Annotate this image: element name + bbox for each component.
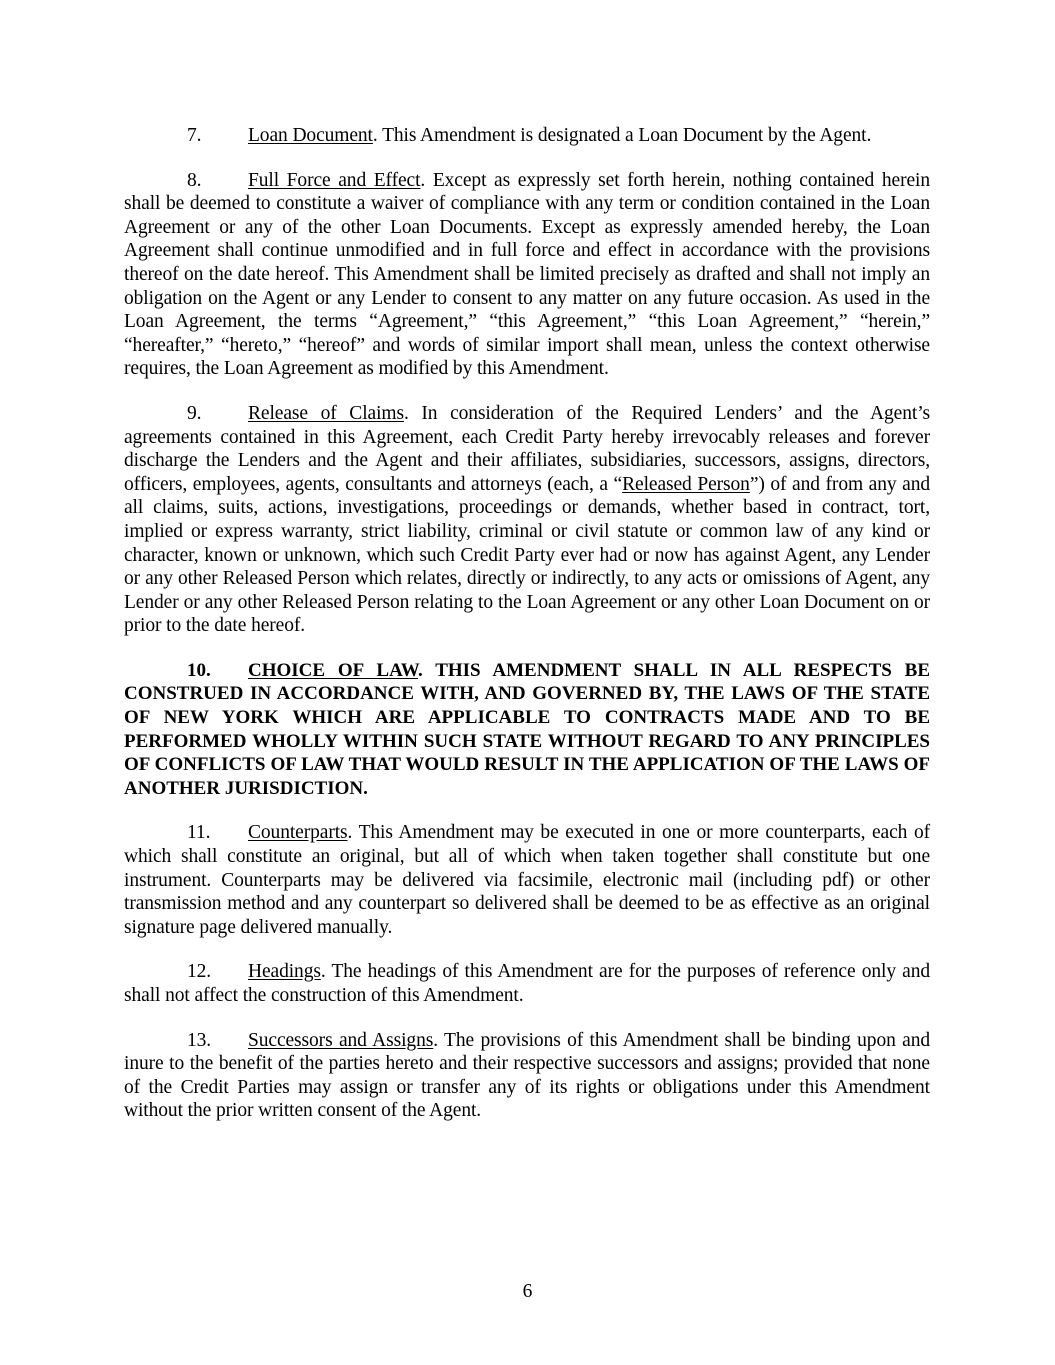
- section-13-successors-and-assigns: [124, 1029, 930, 1123]
- document-page: [124, 124, 930, 1144]
- section-heading: Loan Document: [248, 125, 373, 146]
- page-number: 6: [522, 1281, 533, 1302]
- section-heading: Release of Claims: [248, 402, 404, 424]
- section-body: . The provisions of this Amendment shall be binding upon and inure to the benefit of the parties hereto and their respective successors and assigns; provided that none of the Credit Parties may assign or transfer any of its rights or obligations under this Amendment without the prior written consent of the Agent.: [124, 1029, 931, 1122]
- section-body: . This Amendment is designated a Loan Document by the Agent.: [372, 125, 872, 146]
- section-body: . Except as expressly set forth herein, nothing contained herein shall be deemed to constitute a waiver of compliance with any term or condition contained in the Loan Agreement or any of the other Loan Documents. Except as expressly amended hereby, the Loan Agreement shall continue unmodified and in full force and effect in accordance with the provisions thereof on the date hereof. This Amendment shall be limited precisely as drafted and shall not imply an obligation on the Agent or any Lender to consent to any matter on any future occasion. As used in the Loan Agreement, the terms “Agreement,” “this Agreement,” “this Loan Agreement,” “herein,” “hereafter,” “hereto,” “hereof” and words of similar import shall mean, unless the context otherwise requires, the Loan Agreement as modified by this Amendment.: [124, 169, 930, 380]
- section-heading: Headings: [248, 961, 321, 983]
- section-body: . This Amendment may be executed in one or more counterparts, each of which shall constitute an original, but all of which when taken together shall constitute but one instrument. Counterparts may be delivered via facsimile, electronic mail (including pdf) or other transmission method and any counterpart so delivered shall be deemed to be as effective as an original signature page delivered manually.: [124, 822, 930, 938]
- section-number: 13.: [187, 1029, 212, 1051]
- section-number: 9.: [187, 402, 202, 424]
- section-body: . The headings of this Amendment are for the purposes of reference only and shall not affect the construction of this Amendment.: [124, 961, 930, 1006]
- section-heading: Counterparts: [248, 822, 348, 844]
- section-number: 12.: [187, 961, 212, 983]
- section-11-counterparts: [124, 821, 930, 939]
- section-number: 8.: [187, 169, 202, 191]
- section-heading: CHOICE OF LAW: [248, 659, 418, 681]
- section-number: 7.: [187, 125, 202, 146]
- defined-term: Released Person: [622, 473, 750, 495]
- section-number: 10.: [187, 659, 211, 681]
- section-9-release-of-claims: [124, 402, 930, 638]
- section-10-choice-of-law: [124, 659, 930, 801]
- section-12-headings: [124, 960, 930, 1007]
- section-heading: Full Force and Effect: [248, 169, 421, 191]
- section-body: . In consideration of the Required Lenders’ and the Agent’s agreements contained in this Agreement, each Credit Party hereby irrevocably releases and forever discharge the Lenders and the Agent and their affiliates, subsidiaries, successors, assigns, directors, officers, employees, agents, consultants and attorneys (each, a “: [124, 402, 930, 495]
- section-body: . THIS AMENDMENT SHALL IN ALL RESPECTS BE CONSTRUED IN ACCORDANCE WITH, AND GOVERNED BY, THE LAWS OF THE STATE OF NEW YORK WHICH ARE APPLICABLE TO CONTRACTS MADE AND TO BE PERFORMED WHOLLY WITHIN SUCH STATE WITHOUT REGARD TO ANY PRINCIPLES OF CONFLICTS OF LAW THAT WOULD RESULT IN THE APPLICATION OF THE LAWS OF ANOTHER JURISDICTION.: [124, 659, 930, 799]
- section-8-full-force-and-effect: [124, 169, 930, 381]
- section-body-continued: ”) of and from any and all claims, suits, actions, investigations, proceedings or demands, whether based in contract, tort, implied or express warranty, strict liability, criminal or civil statute or common law of any kind or character, known or unknown, which such Credit Party ever had or now has against Agent, any Lender or any other Released Person which relates, directly or indirectly, to any acts or omissions of Agent, any Lender or any other Released Person relating to the Loan Agreement or any other Loan Document on or prior to the date hereof.: [124, 473, 931, 637]
- section-number: 11.: [187, 822, 211, 844]
- section-7-loan-document: [124, 124, 930, 148]
- section-heading: Successors and Assigns: [248, 1029, 434, 1051]
